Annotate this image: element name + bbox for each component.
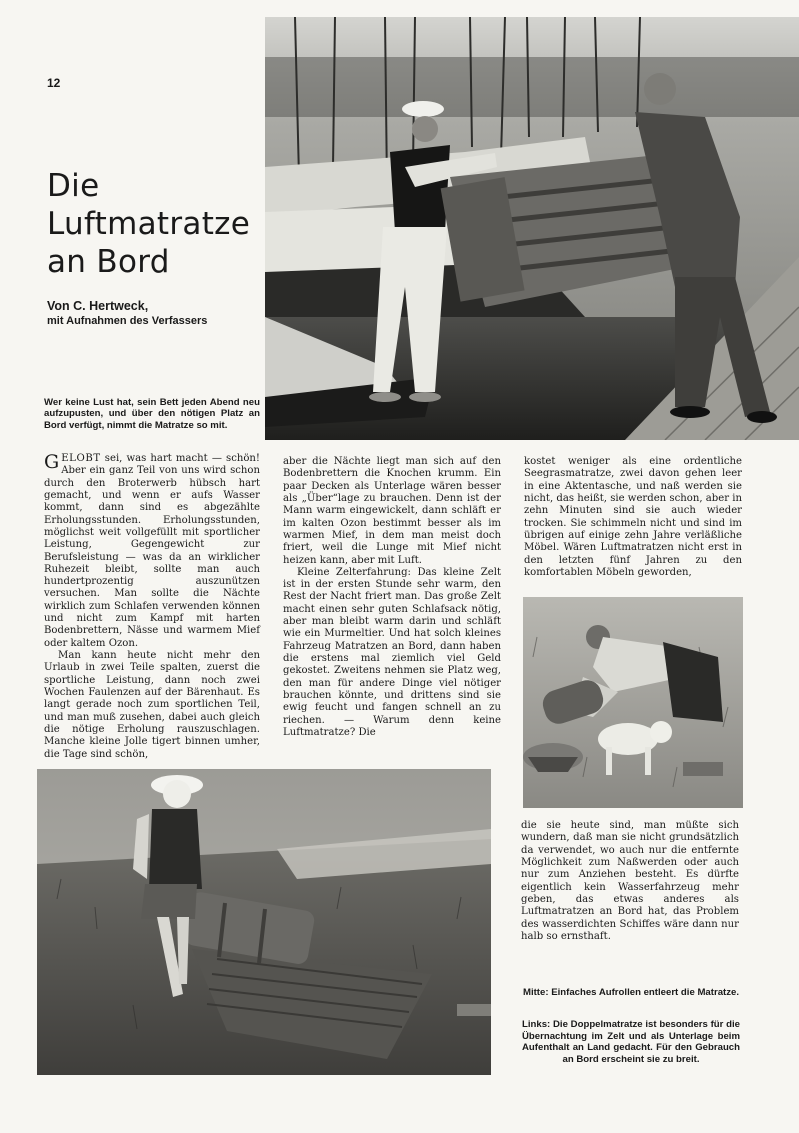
text-column-2 (283, 456, 501, 739)
paragraph (44, 453, 260, 650)
text-column-3 (524, 456, 742, 579)
caption-middle: Mitte: Einfaches Aufrollen entleert die Matratze. (522, 987, 740, 998)
drop-cap: G (44, 451, 60, 473)
opening-word: ELOBT (61, 453, 101, 464)
photo-middle (523, 597, 743, 808)
text-column-1 (44, 453, 260, 761)
photo-credit-line: mit Aufnahmen des Verfassers (47, 314, 208, 327)
text-column-4 (521, 820, 739, 943)
paragraph: die sie heute sind, man müßte sich wundern, daß man sie nicht grundsätzlich da verwendet, wo auch nur die entfernte Möglichkeit zum Naßwerden oder auch nur zum Anziehen besteht. Es dürfte eigentlich kein Wasserfahrzeug mehr geben, das etwas anderes als Luftmatratzen an Bord hat, das Problem des wasserdichten Schiffes wäre dann nur halb so ernsthaft. (521, 820, 739, 942)
title-line: Die (47, 168, 100, 204)
paragraph-text: sei, was hart macht — schön! Aber ein ganz Teil von uns wird schon durch den Broterwerb hübsch hart gemacht, und wenn er aufs Wasser kommt, dann sind es abgezählte Erholungsstunden. Erholungsstunden, möglichst weit vollgefüllt mit sportlicher Leistung, Gegengewicht zur Berufsleistung — was da an wirklicher Ruhezeit bleibt, sollte man auch hundertprozentig auszunützen versuchen. Man sollte die Nächte wirklich zum Schlafen verwenden können und nicht zum Kampf mit harten Bodenbrettern, Nässe und warmem Mief oder kaltem Ozon. (44, 453, 260, 649)
page-number: 12 (47, 76, 61, 90)
paragraph: Kleine Zelterfahrung: Das kleine Zelt ist in der ersten Stunde sehr warm, den Rest der Nacht friert man. Das große Zelt macht einen sehr guten Schlafsack nötig, aber man bleibt warm darin und schläft wie ein Murmeltier. Und hat solch kleines Fahrzeug Matratzen an Bord, dann haben die erstens mal ziemlich viel Geld gekostet. Zweitens nehmen sie Platz weg, den man für andere Dinge viel nötiger brauchen könnte, und drittens sind sie ewig feucht und fangen schnell an zu riechen. — Warum denn keine Luftmatratze? Die (283, 566, 501, 738)
photo-bottom (37, 769, 491, 1075)
title-line: Luftmatratze (47, 205, 251, 242)
lead-paragraph: Wer keine Lust hat, sein Bett jeden Abend neu aufzupusten, und über den nötigen Platz an Bord verfügt, nimmt die Matratze so mit. (44, 397, 260, 431)
photo-woman-pulling-mattress (37, 769, 491, 1075)
photo-men-carrying-mattress (265, 17, 799, 440)
byline (47, 299, 262, 328)
author-line: Von C. Hertweck, (47, 299, 149, 313)
paragraph: Man kann heute nicht mehr den Urlaub in zwei Teile spalten, zuerst die sportliche Leistung, dann noch zwei Wochen Faulenzen auf der Bärenhaut. Es langt gerade noch zum sportlichen Teil, und man muß zusehen, dabei auch gleich die nötige Erholung rauszuschlagen. Manche kleine Jolle tigert binnen umher, die Tage sind schön, (44, 650, 260, 760)
paragraph: aber die Nächte liegt man sich auf den Bodenbrettern die Knochen krumm. Ein paar Decken als Unterlage wären besser als „Über“lage zu brauchen. Denn ist der Mann warm eingewickelt, dann schläft er im kalten Ozon bestimmt besser als im warmen Mief, in dem man meist doch friert, weil die Lunge mit Mief nicht heizen kann, aber mit Luft. (283, 456, 501, 566)
paragraph: kostet weniger als eine ordentliche Seegrasmatratze, zwei davon gehen leer in eine Aktentasche, und naß werden sie nicht, das heißt, sie werden schon, aber in zehn Minuten sind sie auch wieder trocken. Sie schimmeln nicht und sind im übrigen auf einige zehn Jahre verläßliche Möbel. Wären Luftmatratzen nicht erst in den letzten fünf Jahren zu den komfortablen Möbeln geworden, (524, 456, 742, 578)
article-title (47, 168, 267, 281)
caption-left: Links: Die Doppelmatratze ist besonders für die Übernachtung im Zelt und als Unterlage beim Aufenthalt an Land gedacht. Für den Gebrauch an Bord erscheint sie zu breit. (522, 1019, 740, 1066)
title-line: an Bord (47, 243, 170, 280)
photo-top (265, 17, 799, 440)
photo-woman-rolling-mattress (523, 597, 743, 808)
